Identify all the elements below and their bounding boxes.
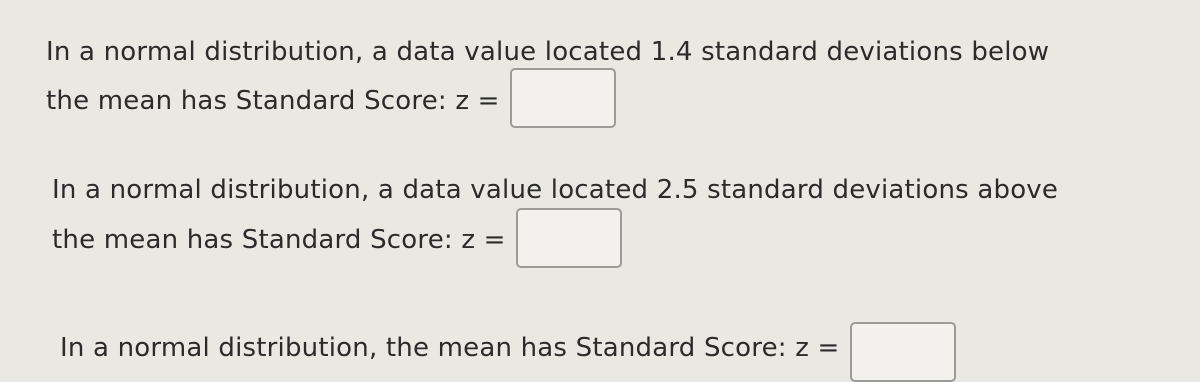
question-2-text-line-1: In a normal distribution, a data value located 2.5 standard deviations above xyxy=(52,175,1059,205)
question-3 xyxy=(60,314,956,382)
question-1 xyxy=(46,30,1049,128)
question-1-text-line-1: In a normal distribution, a data value located 1.4 standard deviations below xyxy=(46,37,1050,67)
question-3-answer-input[interactable] xyxy=(850,322,956,382)
question-3-answer-row xyxy=(60,314,956,382)
question-1-text-line-2: the mean has Standard Score: z = xyxy=(46,86,500,116)
question-1-answer-input[interactable] xyxy=(510,68,616,128)
question-2-answer-input[interactable] xyxy=(516,208,622,268)
question-2 xyxy=(52,168,1058,268)
question-2-answer-row xyxy=(52,212,1058,268)
question-3-text: In a normal distribution, the mean has Standard Score: z = xyxy=(60,333,840,363)
question-1-answer-row xyxy=(46,74,1049,128)
question-2-text-line-2: the mean has Standard Score: z = xyxy=(52,225,506,255)
